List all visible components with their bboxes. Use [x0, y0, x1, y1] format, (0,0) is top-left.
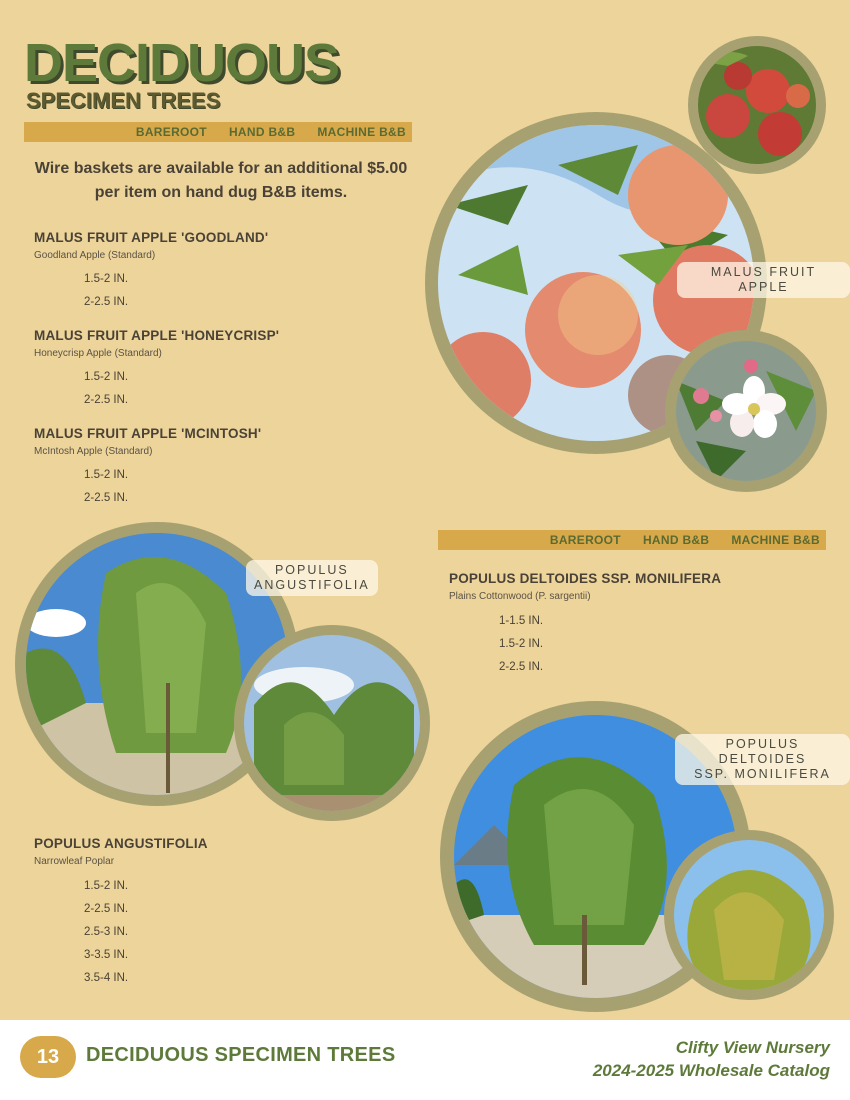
col-machine-bb: MACHINE B&B — [731, 533, 820, 547]
product-honeycrisp — [34, 328, 279, 412]
product-common-name: Honeycrisp Apple (Standard) — [34, 348, 162, 359]
col-hand-bb: HAND B&B — [642, 533, 710, 547]
brand-name: Clifty View Nursery — [675, 1038, 830, 1057]
size-row: 2-2.5 IN. — [84, 903, 129, 915]
page-subtitle: SPECIMEN TREES — [26, 88, 221, 113]
col-bareroot: BAREROOT — [549, 533, 621, 547]
size-row: 1.5-2 IN. — [84, 469, 129, 481]
size-row: 3-3.5 IN. — [84, 949, 129, 961]
photo-tag-apple: MALUS FRUIT APPLE — [677, 262, 850, 298]
col-bareroot: BAREROOT — [135, 125, 207, 139]
apple-blossom-photo — [665, 330, 827, 492]
footer-section-title: DECIDUOUS SPECIMEN TREES — [86, 1044, 396, 1066]
column-header-bar-2 — [438, 530, 826, 550]
size-row: 1.5-2 IN. — [84, 880, 129, 892]
cottonwood-crown-icon — [674, 840, 824, 990]
size-row: 1.5-2 IN. — [84, 371, 129, 383]
poplar-closeup-photo — [234, 625, 430, 821]
catalog-title: 2024-2025 Wholesale Catalog — [592, 1061, 830, 1080]
blossom-icon — [676, 341, 816, 481]
size-row: 1.5-2 IN. — [499, 638, 544, 650]
size-row: 2-2.5 IN. — [499, 661, 544, 673]
size-row: 1.5-2 IN. — [84, 273, 129, 285]
product-name: MALUS FRUIT APPLE 'MCINTOSH' — [34, 426, 262, 441]
size-row: 1-1.5 IN. — [499, 615, 544, 627]
wire-basket-note: Wire baskets are available for an additional $5.00 per item on hand dug B&B items. — [34, 160, 408, 201]
apple-cluster-small-icon — [698, 46, 816, 164]
size-row: 2.5-3 IN. — [84, 926, 129, 938]
size-row: 2-2.5 IN. — [84, 296, 129, 308]
product-common-name: Narrowleaf Poplar — [34, 856, 115, 867]
photo-tag-deltoides: POPULUS DELTOIDES SSP. MONILIFERA — [675, 734, 850, 785]
product-name: POPULUS DELTOIDES SSP. MONILIFERA — [449, 571, 722, 586]
product-common-name: McIntosh Apple (Standard) — [34, 446, 153, 457]
product-cottonwood — [449, 571, 721, 679]
apple-photo — [688, 36, 826, 174]
product-common-name: Goodland Apple (Standard) — [34, 250, 156, 261]
product-common-name: Plains Cottonwood (P. sargentii) — [449, 591, 591, 602]
size-row: 3.5-4 IN. — [84, 972, 129, 984]
product-name: MALUS FRUIT APPLE 'GOODLAND' — [34, 230, 269, 245]
size-row: 2-2.5 IN. — [84, 394, 129, 406]
product-goodland — [34, 230, 268, 314]
page-footer — [0, 1020, 850, 1100]
product-mcintosh — [34, 426, 261, 510]
product-narrowleaf-poplar — [34, 836, 208, 990]
col-hand-bb: HAND B&B — [228, 125, 296, 139]
product-name: MALUS FRUIT APPLE 'HONEYCRISP' — [34, 328, 280, 343]
col-machine-bb: MACHINE B&B — [317, 125, 406, 139]
poplar-closeup-icon — [244, 635, 420, 811]
footer-brand — [593, 1036, 830, 1082]
page-number-badge: 13 — [20, 1036, 76, 1078]
product-name: POPULUS ANGUSTIFOLIA — [34, 836, 208, 851]
size-row: 2-2.5 IN. — [84, 492, 129, 504]
column-header-bar-1 — [24, 122, 412, 142]
page-title: DECIDUOUS — [24, 33, 340, 93]
cottonwood-crown-photo — [664, 830, 834, 1000]
photo-tag-angustifolia: POPULUS ANGUSTIFOLIA — [246, 560, 378, 596]
